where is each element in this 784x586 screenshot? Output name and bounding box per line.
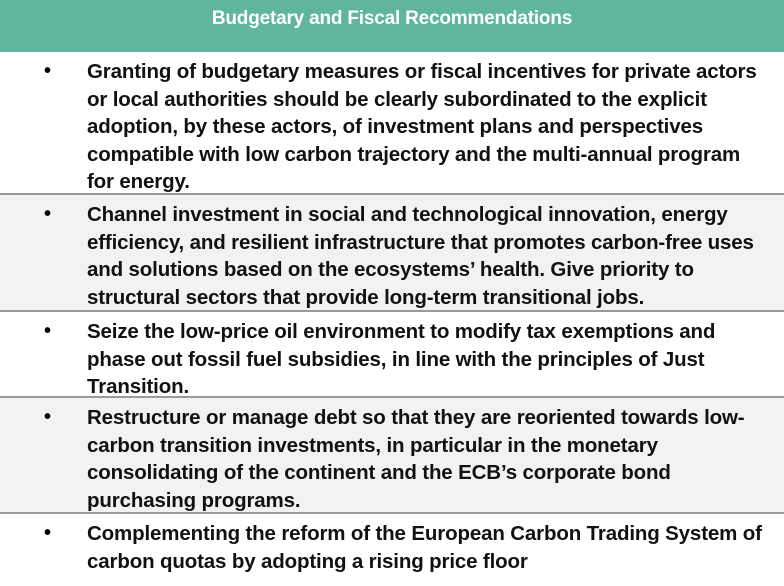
- recommendation-text: Seize the low-price oil environment to modify tax exemptions and phase out fossil fuel subsidies, in line with the principles of Just Transition.: [87, 320, 716, 398]
- table-header: Budgetary and Fiscal Recommendations: [0, 0, 784, 52]
- table-row: [0, 312, 784, 398]
- bullet-marker: •: [44, 60, 52, 82]
- bullet-marker: •: [44, 320, 52, 342]
- recommendation-text: Complementing the reform of the European Carbon Trading System of carbon quotas by adopting a rising price floor: [87, 522, 762, 573]
- recommendation-text: Granting of budgetary measures or fiscal incentives for private actors or local authorities should be clearly subordinated to the explicit adoption, by these actors, of investment plans and perspectives compatible with low carbon trajectory and the multi-annual program for energy.: [87, 60, 757, 193]
- table-row: [0, 52, 784, 195]
- bullet-marker: •: [44, 406, 52, 428]
- bullet-marker: •: [44, 203, 52, 225]
- recommendation-text: Channel investment in social and technological innovation, energy efficiency, and resilient infrastructure that promotes carbon-free uses and solutions based on the ecosystems’ health. Give priority to structural sectors that provide long-term transitional jobs.: [87, 203, 754, 309]
- table-row: [0, 398, 784, 514]
- table-row: [0, 514, 784, 586]
- bullet-marker: •: [44, 522, 52, 544]
- table-row: [0, 195, 784, 312]
- recommendation-text: Restructure or manage debt so that they are reoriented towards low-carbon transition investments, in particular in the monetary consolidating of the continent and the ECB’s corporate bond purchasing programs.: [87, 406, 745, 512]
